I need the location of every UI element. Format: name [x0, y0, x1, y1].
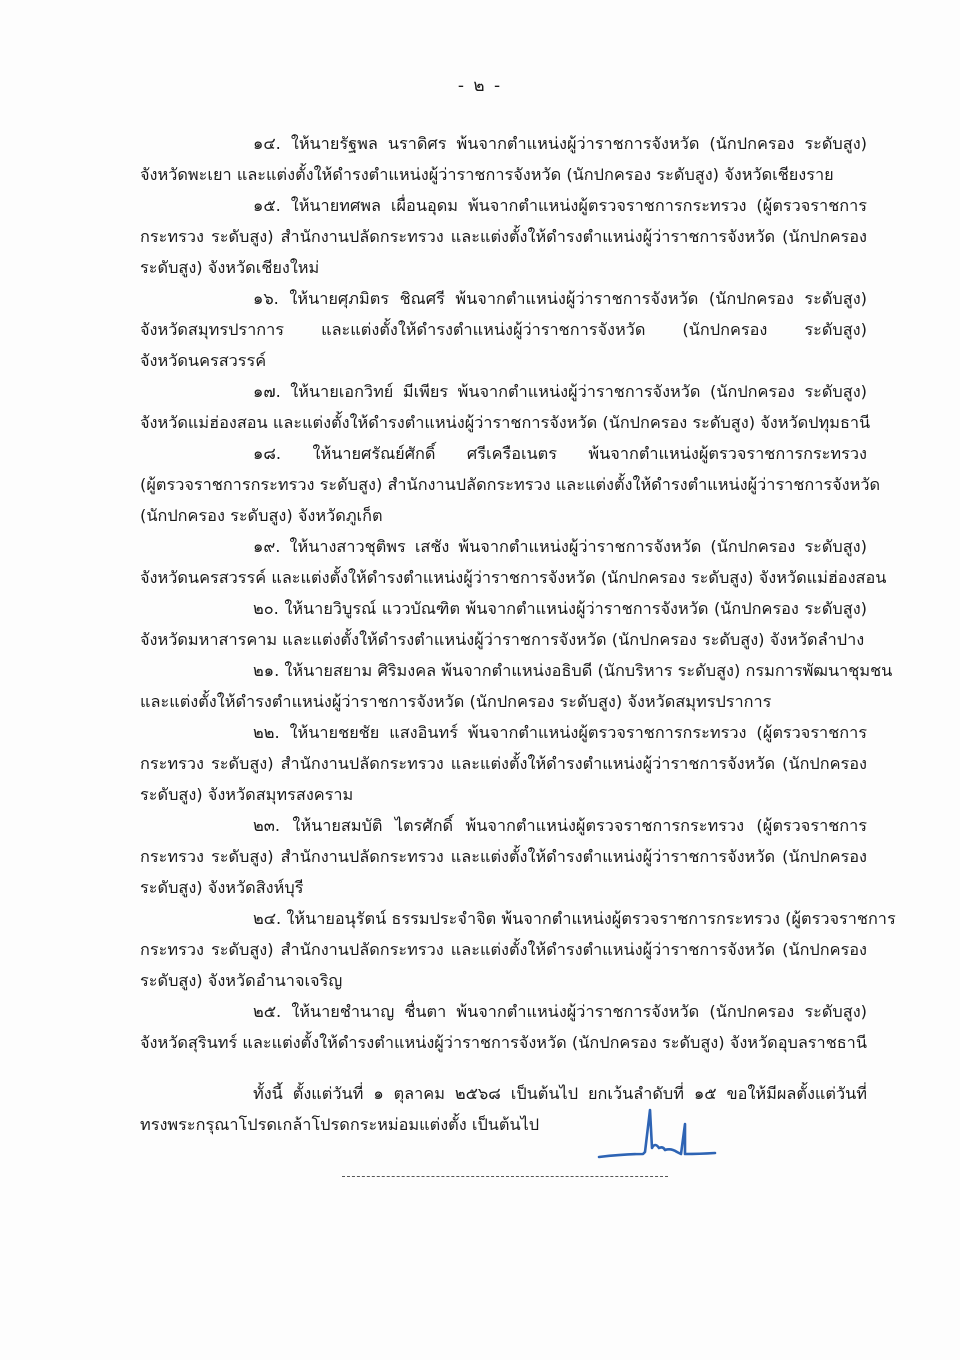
item-line: กระทรวง ระดับสูง) สำนักงานปลัดกระทรวง และแต่งตั้งให้ดำรงตำแหน่งผู้ว่าราชการจังหวัด (นักปกครอง	[140, 754, 867, 773]
item-line: ๑๖. ให้นายศุภมิตร ชิณศรี พ้นจากตำแหน่งผู้ว่าราชการจังหวัด (นักปกครอง ระดับสูง)	[253, 289, 867, 308]
item-line: ๒๒. ให้นายชยชัย แสงอินทร์ พ้นจากตำแหน่งผู้ตรวจราชการกระทรวง (ผู้ตรวจราชการ	[253, 723, 867, 742]
item-line: ระดับสูง) จังหวัดสมุทรสงคราม	[140, 785, 354, 804]
item-line: ๑๗. ให้นายเอกวิทย์ มีเพียร พ้นจากตำแหน่งผู้ว่าราชการจังหวัด (นักปกครอง ระดับสูง)	[253, 382, 867, 401]
closing-line: ทรงพระกรุณาโปรดเกล้าโปรดกระหม่อมแต่งตั้ง เป็นต้นไป	[140, 1115, 540, 1134]
appointment-item-25	[140, 996, 867, 1058]
closing-line: ทั้งนี้ ตั้งแต่วันที่ ๑ ตุลาคม ๒๕๖๘ เป็นต้นไป ยกเว้นลำดับที่ ๑๕ ขอให้มีผลตั้งแต่วันที่	[253, 1084, 867, 1103]
signature-icon	[595, 1108, 720, 1166]
item-line: ระดับสูง) จังหวัดสิงห์บุรี	[140, 878, 304, 897]
appointment-item-21	[140, 655, 893, 717]
item-line: ระดับสูง) จังหวัดอำนาจเจริญ	[140, 971, 343, 990]
appointment-list	[140, 128, 896, 1058]
item-line: ๒๐. ให้นายวิบูรณ์ แววบัณฑิต พ้นจากตำแหน่งผู้ว่าราชการจังหวัด (นักปกครอง ระดับสูง)	[253, 599, 867, 618]
item-line: จังหวัดสุรินทร์ และแต่งตั้งให้ดำรงตำแหน่งผู้ว่าราชการจังหวัด (นักปกครอง ระดับสูง) จังหวัดอุบลราชธานี	[140, 1033, 867, 1052]
item-line: กระทรวง ระดับสูง) สำนักงานปลัดกระทรวง และแต่งตั้งให้ดำรงตำแหน่งผู้ว่าราชการจังหวัด (นักปกครอง	[140, 847, 867, 866]
item-line: จังหวัดนครสวรรค์ และแต่งตั้งให้ดำรงตำแหน่งผู้ว่าราชการจังหวัด (นักปกครอง ระดับสูง) จังหวัดแม่ฮ่องสอน	[140, 568, 887, 587]
item-line: และแต่งตั้งให้ดำรงตำแหน่งผู้ว่าราชการจังหวัด (นักปกครอง ระดับสูง) จังหวัดสมุทรปราการ	[140, 692, 772, 711]
appointment-item-16	[140, 283, 867, 376]
item-line: กระทรวง ระดับสูง) สำนักงานปลัดกระทรวง และแต่งตั้งให้ดำรงตำแหน่งผู้ว่าราชการจังหวัด (นักปกครอง	[140, 940, 867, 959]
item-line: ๑๕. ให้นายทศพล เผื่อนอุดม พ้นจากตำแหน่งผู้ตรวจราชการกระทรวง (ผู้ตรวจราชการ	[253, 196, 867, 215]
appointment-item-18	[140, 438, 881, 531]
end-divider	[342, 1176, 668, 1177]
item-line: ๒๕. ให้นายชำนาญ ชื่นตา พ้นจากตำแหน่งผู้ว่าราชการจังหวัด (นักปกครอง ระดับสูง)	[253, 1002, 867, 1021]
item-line: ๒๓. ให้นายสมบัติ ไตรศักดิ์ พ้นจากตำแหน่งผู้ตรวจราชการกระทรวง (ผู้ตรวจราชการ	[253, 816, 867, 835]
item-line: ๒๑. ให้นายสยาม ศิริมงคล พ้นจากตำแหน่งอธิบดี (นักบริหาร ระดับสูง) กรมการพัฒนาชุมชน	[253, 661, 893, 680]
item-line: ๑๘. ให้นายศรัณย์ศักดิ์ ศรีเครือเนตร พ้นจากตำแหน่งผู้ตรวจราชการกระทรวง	[253, 444, 867, 463]
appointment-item-19	[140, 531, 887, 593]
item-line: ๑๙. ให้นางสาวชุติพร เสชัง พ้นจากตำแหน่งผู้ว่าราชการจังหวัด (นักปกครอง ระดับสูง)	[253, 537, 867, 556]
closing-paragraph	[140, 1078, 867, 1140]
item-line: จังหวัดนครสวรรค์	[140, 351, 267, 370]
item-line: (นักปกครอง ระดับสูง) จังหวัดภูเก็ต	[140, 506, 383, 525]
appointment-item-17	[140, 376, 871, 438]
item-line: ๒๔. ให้นายอนุรัตน์ ธรรมประจำจิต พ้นจากตำแหน่งผู้ตรวจราชการกระทรวง (ผู้ตรวจราชการ	[253, 909, 896, 928]
item-line: ๑๔. ให้นายรัฐพล นราดิศร พ้นจากตำแหน่งผู้ว่าราชการจังหวัด (นักปกครอง ระดับสูง)	[253, 134, 867, 153]
appointment-item-23	[140, 810, 867, 903]
appointment-item-22	[140, 717, 867, 810]
item-line: กระทรวง ระดับสูง) สำนักงานปลัดกระทรวง และแต่งตั้งให้ดำรงตำแหน่งผู้ว่าราชการจังหวัด (นักปกครอง	[140, 227, 867, 246]
item-line: (ผู้ตรวจราชการกระทรวง ระดับสูง) สำนักงานปลัดกระทรวง และแต่งตั้งให้ดำรงตำแหน่งผู้ว่าราชการจังหวัด	[140, 475, 881, 494]
page-number: - ๒ -	[457, 76, 503, 96]
item-line: ระดับสูง) จังหวัดเชียงใหม่	[140, 258, 320, 277]
item-line: จังหวัดพะเยา และแต่งตั้งให้ดำรงตำแหน่งผู้ว่าราชการจังหวัด (นักปกครอง ระดับสูง) จังหวัดเชียงราย	[140, 165, 834, 184]
appointment-item-15	[140, 190, 867, 283]
appointment-item-20	[140, 593, 867, 655]
item-line: จังหวัดสมุทรปราการ และแต่งตั้งให้ดำรงตำแหน่งผู้ว่าราชการจังหวัด (นักปกครอง ระดับสูง)	[140, 320, 867, 339]
item-line: จังหวัดแม่ฮ่องสอน และแต่งตั้งให้ดำรงตำแหน่งผู้ว่าราชการจังหวัด (นักปกครอง ระดับสูง) จังหวัดปทุมธานี	[140, 413, 871, 432]
appointment-item-14	[140, 128, 867, 190]
appointment-item-24	[140, 903, 896, 996]
item-line: จังหวัดมหาสารคาม และแต่งตั้งให้ดำรงตำแหน่งผู้ว่าราชการจังหวัด (นักปกครอง ระดับสูง) จังหวัดลำปาง	[140, 630, 865, 649]
